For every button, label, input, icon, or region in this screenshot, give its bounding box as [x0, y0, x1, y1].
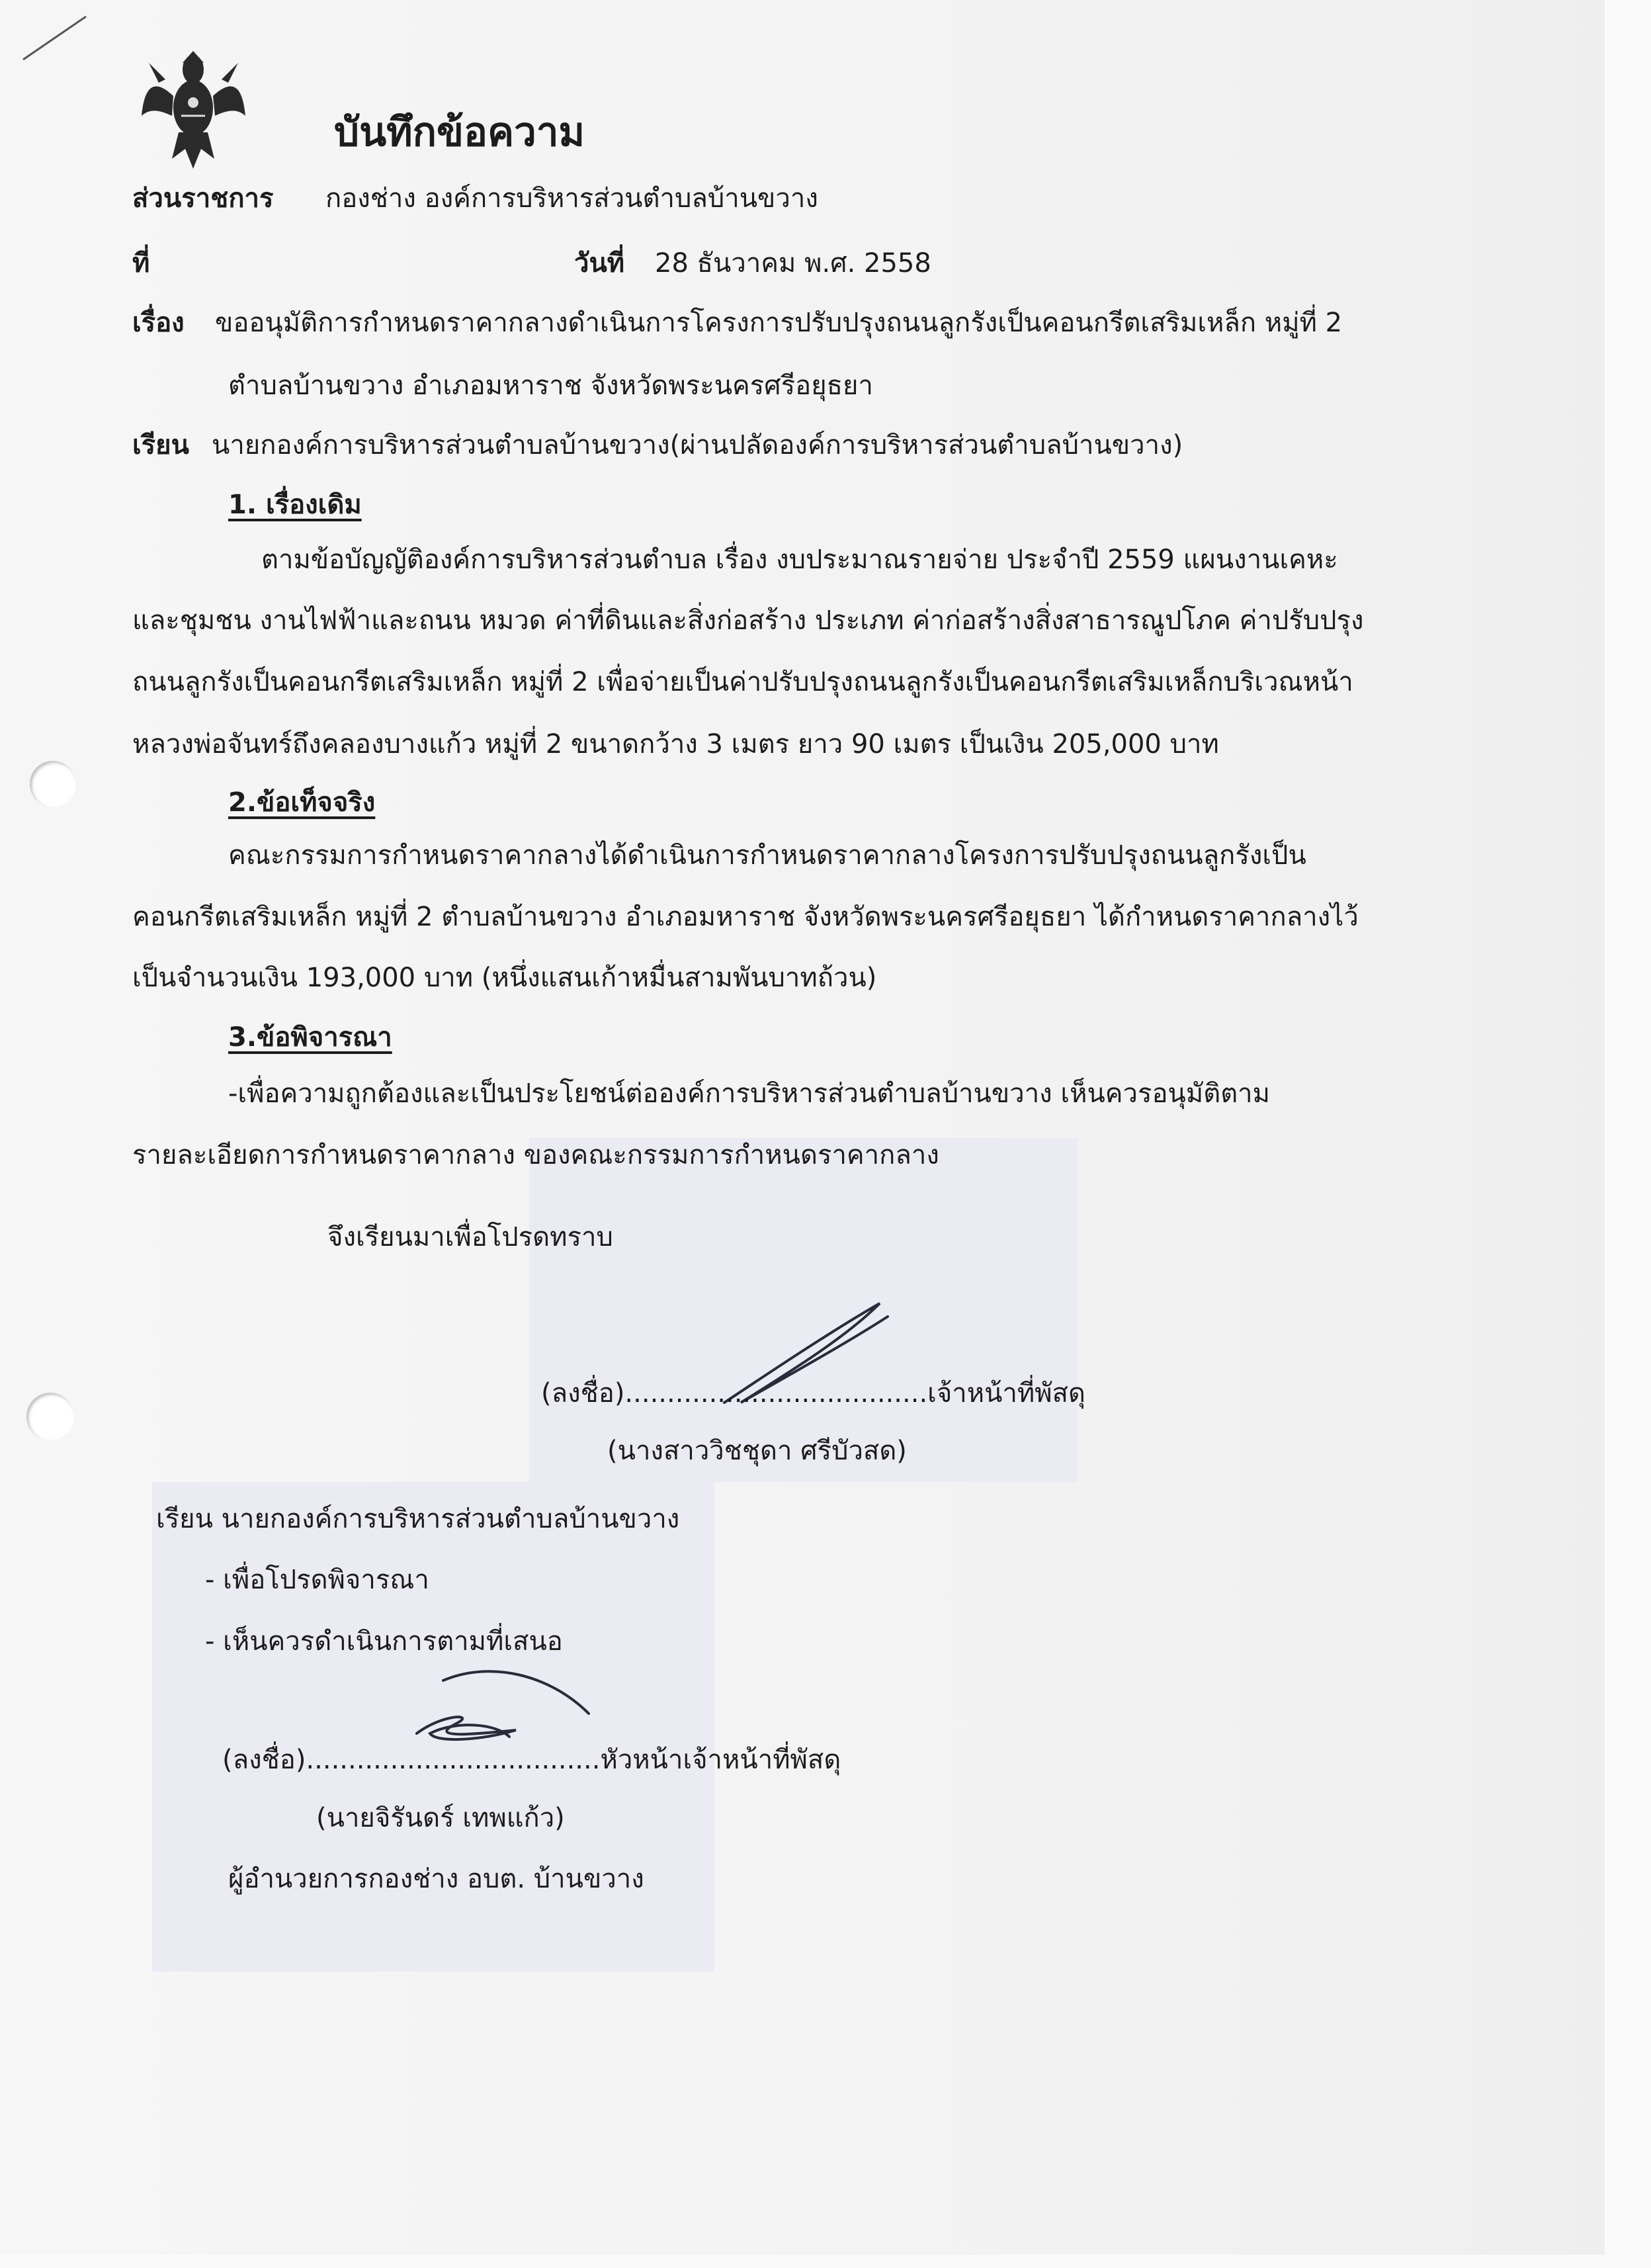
- facts-line-2: คอนกรีตเสริมเหล็ก หมู่ที่ 2 ตำบลบ้านขวาง อำเภอมหาราช จังหวัดพระนครศรีอยุธยา ได้กำหนดราคากลางไว้: [132, 902, 1359, 932]
- considerations-line-1: -เพื่อความถูกต้องและเป็นประโยชน์ต่อองค์การบริหารส่วนตำบลบ้านขวาง เห็นควรอนุมัติตาม: [228, 1078, 1270, 1109]
- facts-line-3: เป็นจำนวนเงิน 193,000 บาท (หนึ่งแสนเก้าหมื่นสามพันบาทถ้วน): [132, 963, 877, 993]
- department-label: ส่วนราชการ: [132, 183, 274, 214]
- section-heading-considerations: 3.ข้อพิจารณา: [228, 1022, 392, 1053]
- garuda-emblem-icon: [139, 50, 248, 172]
- binder-hole-top: [30, 761, 76, 807]
- signature-line-officer: (ลงชื่อ)....................................เจ้าหน้าที่พัสดุ: [541, 1378, 1086, 1409]
- addressee-value: นายกองค์การบริหารส่วนตำบลบ้านขวาง(ผ่านปลัดองค์การบริหารส่วนตำบลบ้านขวาง): [212, 430, 1183, 460]
- officer-name: (นางสาววิชชุดา ศรีบัวสด): [607, 1436, 907, 1466]
- reference-no-label: ที่: [132, 248, 150, 279]
- date-label: วันที่: [574, 248, 625, 279]
- background-line-2: และชุมชน งานไฟฟ้าและถนน หมวด ค่าที่ดินและสิ่งก่อสร้าง ประเภท ค่าก่อสร้างสิ่งสาธารณูปโภค ค่าปรับปรุง: [132, 605, 1364, 636]
- subject-label: เรื่อง: [132, 308, 185, 338]
- section-heading-background: 1. เรื่องเดิม: [228, 490, 362, 520]
- scan-edge: [1605, 0, 1651, 2268]
- memo-title: บันทึกข้อความ: [334, 109, 585, 155]
- endorsement-item-1: - เพื่อโปรดพิจารณา: [205, 1565, 429, 1595]
- scan-edge-bottom: [0, 2255, 1651, 2268]
- date-value: 28 ธันวาคม พ.ศ. 2558: [655, 248, 931, 279]
- head-officer-name: (นายจิรันดร์ เทพแก้ว): [316, 1803, 565, 1833]
- closing-line: จึงเรียนมาเพื่อโปรดทราบ: [327, 1222, 613, 1252]
- endorsement-item-2: - เห็นควรดำเนินการตามที่เสนอ: [205, 1626, 563, 1657]
- facts-line-1: คณะกรรมการกำหนดราคากลางได้ดำเนินการกำหนดราคากลางโครงการปรับปรุงถนนลูกรังเป็น: [228, 840, 1306, 871]
- head-officer-position: ผู้อำนวยการกองช่าง อบต. บ้านขวาง: [228, 1864, 644, 1894]
- background-line-4: หลวงพ่อจันทร์ถึงคลองบางแก้ว หมู่ที่ 2 ขนาดกว้าง 3 เมตร ยาว 90 เมตร เป็นเงิน 205,000 บาท: [132, 729, 1219, 760]
- binder-hole-bottom: [26, 1393, 74, 1440]
- corner-pen-mark: [20, 10, 93, 63]
- addressee-label: เรียน: [132, 430, 189, 460]
- department-value: กองช่าง องค์การบริหารส่วนตำบลบ้านขวาง: [325, 183, 818, 214]
- subject-line-2: ตำบลบ้านขวาง อำเภอมหาราช จังหวัดพระนครศรีอยุธยา: [228, 371, 873, 401]
- signature-line-head-officer: (ลงชื่อ)...................................หัวหน้าเจ้าหน้าที่พัสดุ: [222, 1745, 841, 1775]
- background-line-3: ถนนลูกรังเป็นคอนกรีตเสริมเหล็ก หมู่ที่ 2 เพื่อจ่ายเป็นค่าปรับปรุงถนนลูกรังเป็นคอนกรีตเสริมเหล็กบริเวณหน้า: [132, 667, 1353, 697]
- section-heading-facts: 2.ข้อเท็จจริง: [228, 787, 376, 818]
- subject-line-1: ขออนุมัติการกำหนดราคากลางดำเนินการโครงการปรับปรุงถนนลูกรังเป็นคอนกรีตเสริมเหล็ก หมู่ที่ 2: [215, 308, 1343, 338]
- considerations-line-2: รายละเอียดการกำหนดราคากลาง ของคณะกรรมการกำหนดราคากลาง: [132, 1140, 939, 1170]
- endorsement-addressee: เรียน นายกองค์การบริหารส่วนตำบลบ้านขวาง: [156, 1504, 680, 1534]
- background-line-1: ตามข้อบัญญัติองค์การบริหารส่วนตำบล เรื่อง งบประมาณรายจ่าย ประจำปี 2559 แผนงานเคหะ: [261, 545, 1338, 575]
